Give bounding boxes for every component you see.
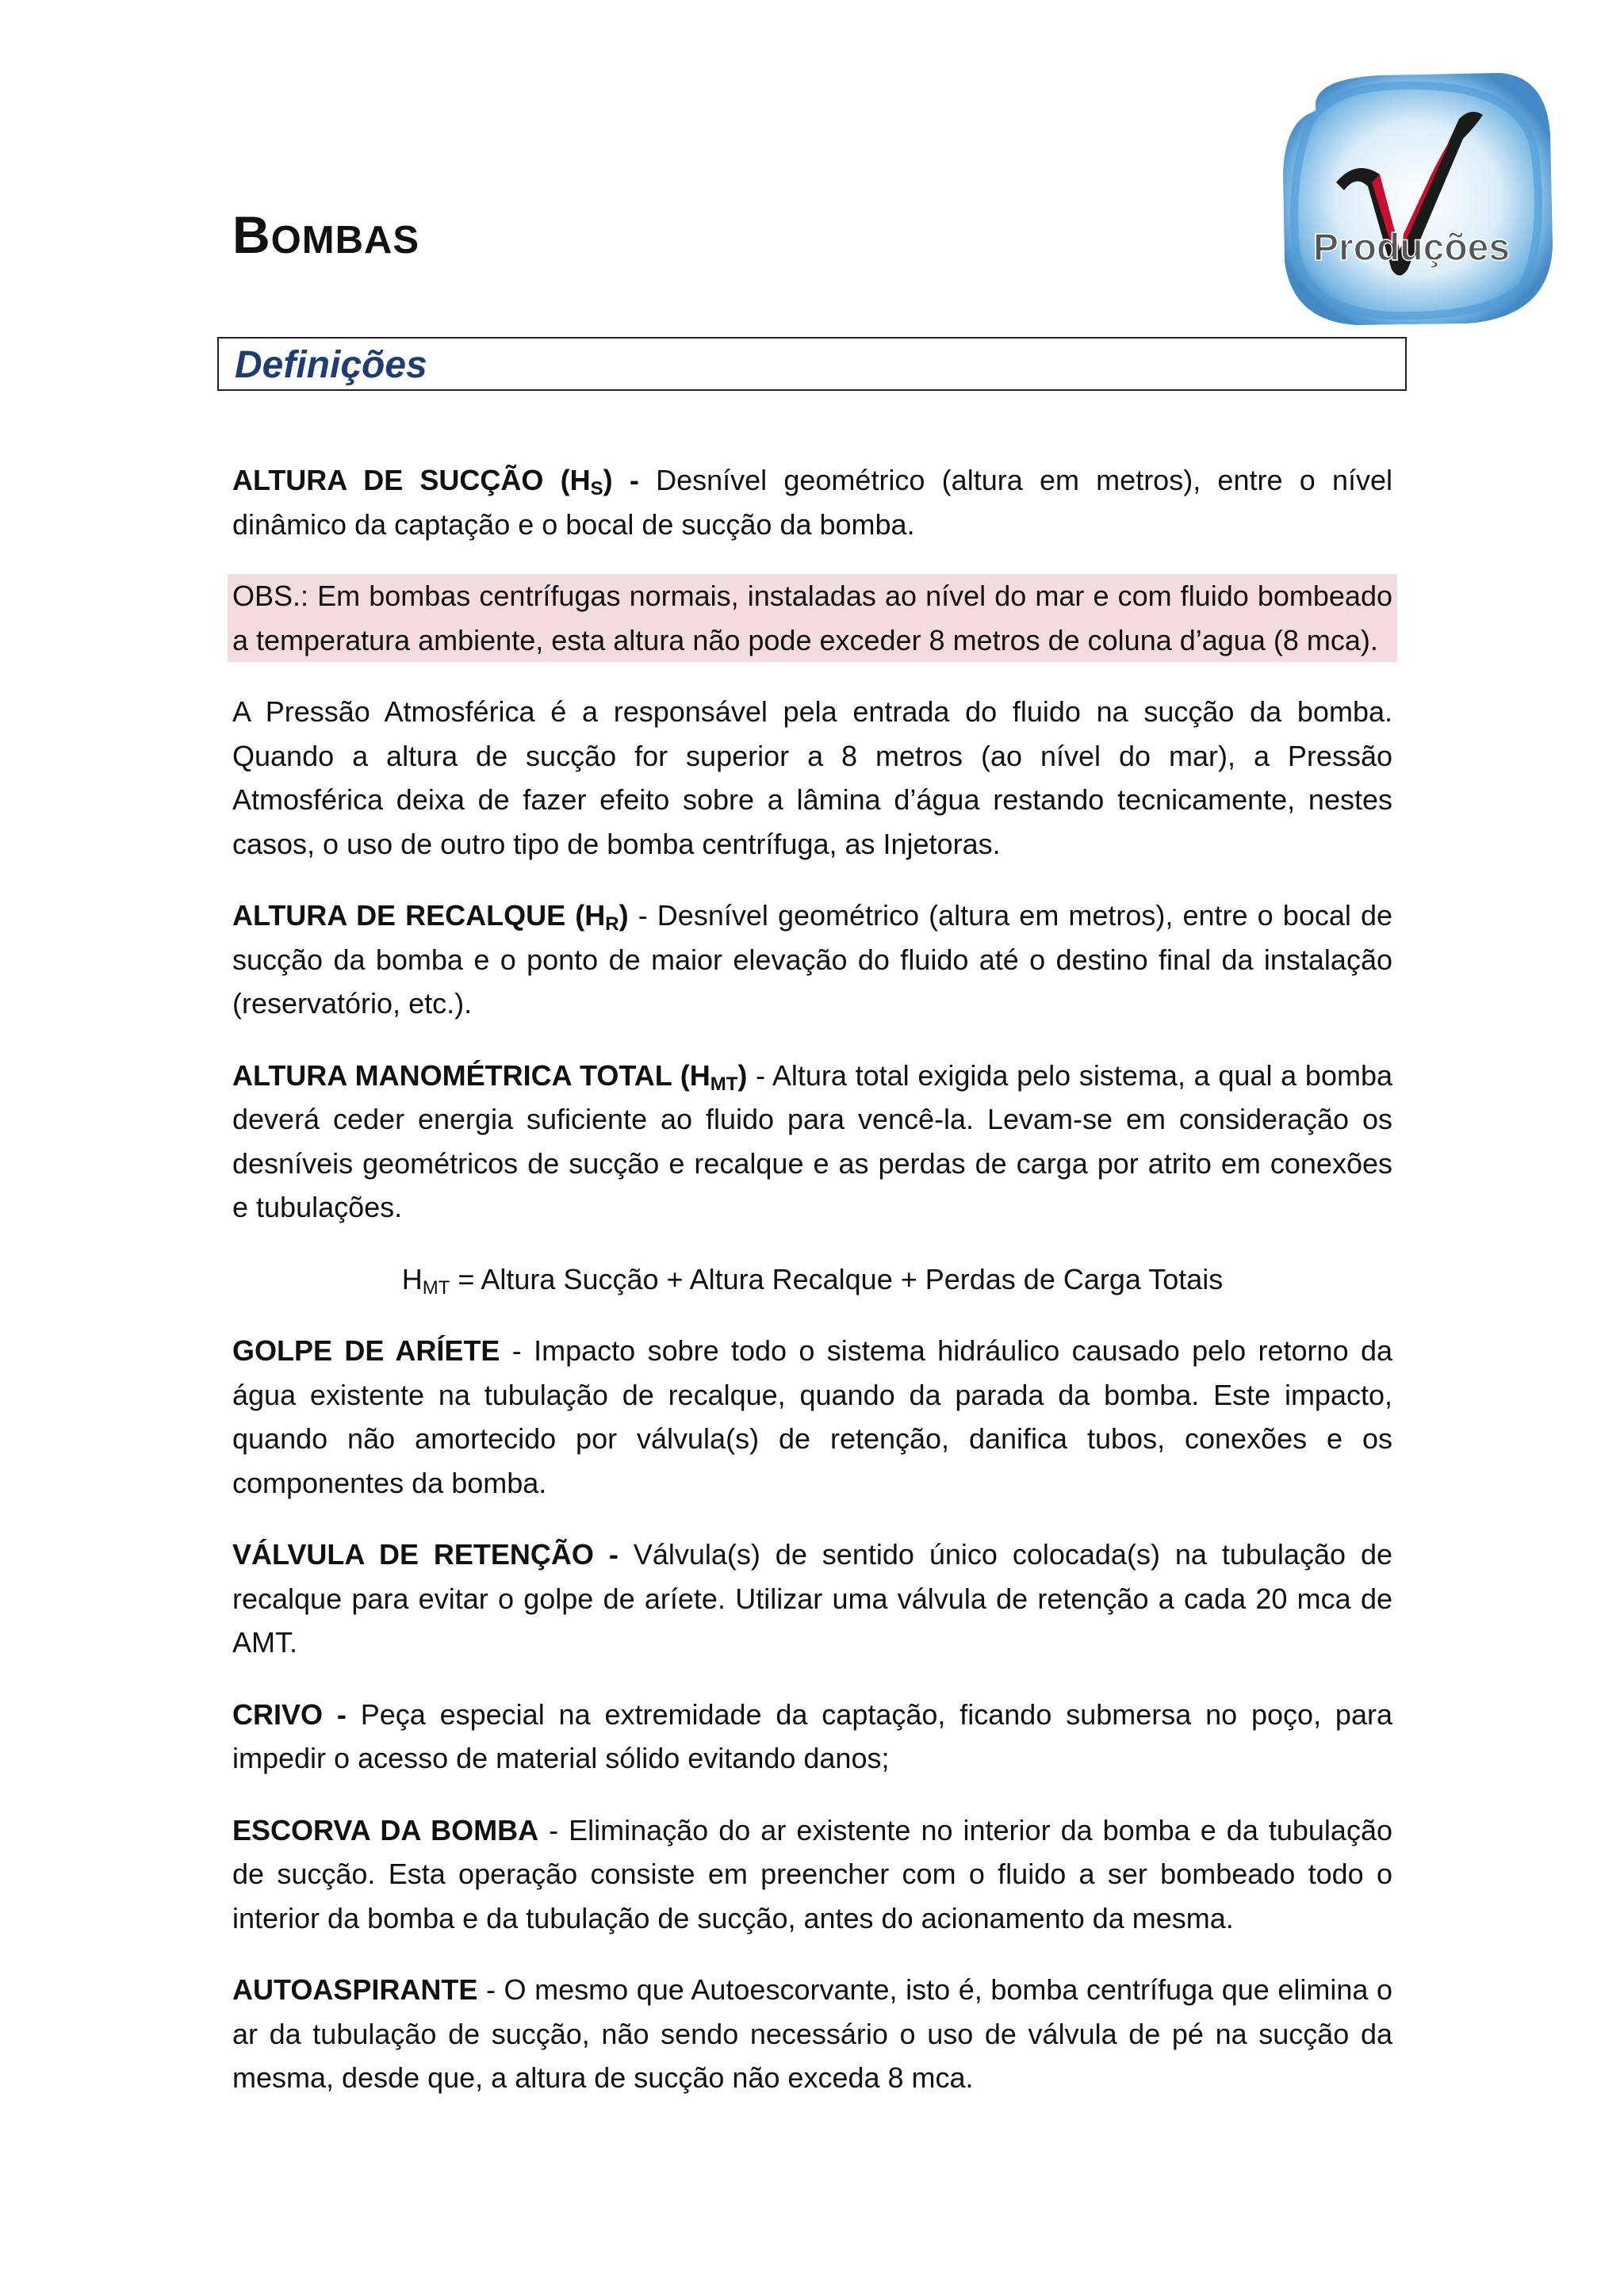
definition-altura-succao: ALTURA DE SUCÇÃO $(H_S)$ - Desnível geométrico (altura em metros), entre o nível dinâmico da captação e o bocal de sucção da bomba. [232, 464, 1392, 541]
definition-crivo: CRIVO - Peça especial na extremidade da captação, ficando submersa no poço, para impedir o acesso de material sólido evitando danos; [232, 1697, 1392, 1774]
section-header-box [217, 337, 1407, 391]
definition-valvula-retencao: VÁLVULA DE RETENÇÃO - Válvula(s) de sentido único colocada(s) na tubulação de recalque para evitar o golpe de aríete. Utilizar uma válvula de retenção a cada 20 mca de AMT. [232, 1538, 1392, 1659]
page-title: BOMBAS [232, 205, 420, 264]
document-body [232, 458, 1392, 2128]
svg-text:Produções: Produções [1312, 227, 1511, 269]
definition-autoaspirante: AUTOASPIRANTE - O mesmo que Autoescorvante, isto é, bomba centrífuga que elimina o ar da tubulação de sucção, não sendo necessário o uso de válvula de pé na sucção da mesma, desde que, a altura de sucção não exceda 8 mca. [232, 1973, 1392, 2094]
section-title: Definições [235, 344, 427, 386]
formula-hmt: $H_{MT}$ = Altura Sucção + Altura Recalque + Perdas de Carga Totais [401, 1262, 1224, 1299]
definition-altura-recalque: ALTURA DE RECALQUE $(H_R)$ - Desnível geométrico (altura em metros), entre o bocal de sucção da bomba e o ponto de maior elevação do fluido até o destino final da instalação (reservatório, etc.). [232, 899, 1392, 1020]
definition-altura-manometrica: ALTURA MANOMÉTRICA TOTAL $(H_{MT})$ - Altura total exigida pelo sistema, a qual a bomba deverá ceder energia suficiente ao fluido para vencê-la. Levam-se em consideração os desníveis geométricos de sucção e recalque e as perdas de carga por atrito em conexões e tubulações. [232, 1058, 1392, 1223]
paragraph-pressao-atmosferica: A Pressão Atmosférica é a responsável pela entrada do fluido na sucção da bomba. Quando a altura de sucção for superior a 8 metros (ao nível do mar), a Pressão Atmosférica deixa de fazer efeito sobre a lâmina d’água restando tecnicamente, nestes casos, o uso de outro tipo de bomba centrífuga, as Injetoras. [232, 695, 1392, 860]
definition-escorva: ESCORVA DA BOMBA - Eliminação do ar existente no interior da bomba e da tubulação de sucção. Esta operação consiste em preencher com o fluido a ser bombeado todo o interior da bomba e da tubulação de sucção, antes do acionamento da mesma. [232, 1813, 1392, 1934]
v-producoes-logo [1261, 63, 1562, 333]
definition-golpe-ariete: GOLPE DE ARÍETE - Impacto sobre todo o sistema hidráulico causado pelo retorno da água existente na tubulação de recalque, quando da parada da bomba. Este impacto, quando não amortecido por válvula(s) de retenção, danifica tubos, conexões e os componentes da bomba. [232, 1334, 1392, 1499]
observation-note: OBS.: Em bombas centrífugas normais, instaladas ao nível do mar e com fluido bombeado a temperatura ambiente, esta altura não pode exceder 8 metros de coluna d’agua (8 mca). [228, 574, 1397, 662]
